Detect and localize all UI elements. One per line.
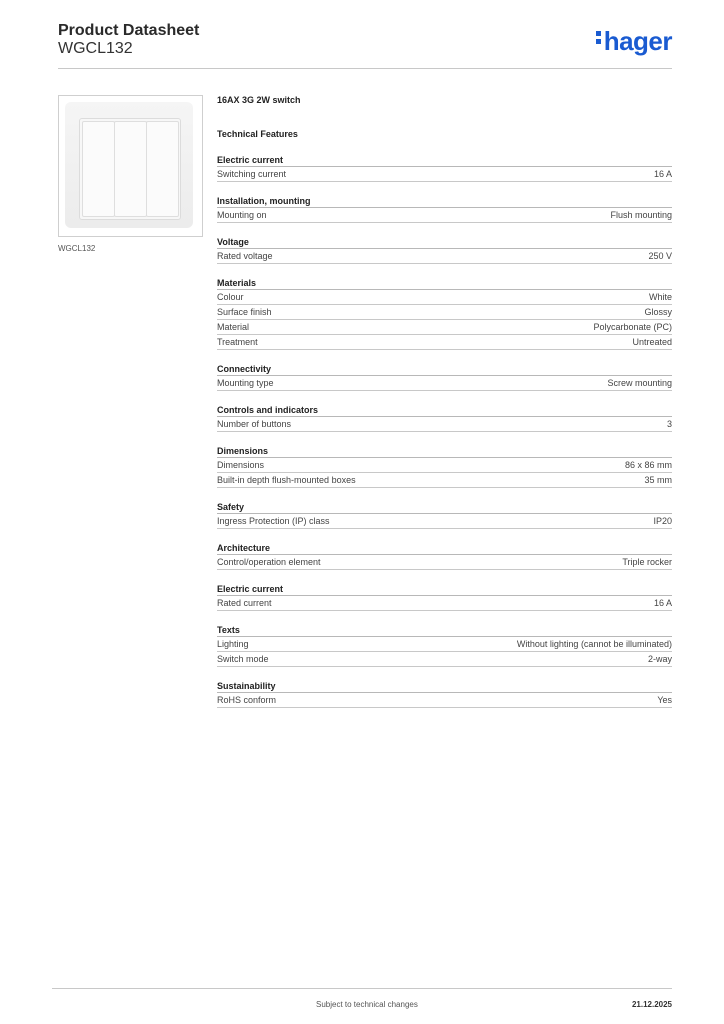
spec-label: Mounting on bbox=[217, 210, 267, 220]
spec-label: Ingress Protection (IP) class bbox=[217, 516, 330, 526]
spec-row bbox=[217, 290, 672, 305]
spec-value: IP20 bbox=[653, 516, 672, 526]
footer-date: 21.12.2025 bbox=[631, 1000, 672, 1009]
product-code: WGCL132 bbox=[58, 40, 133, 57]
spec-row bbox=[217, 208, 672, 223]
spec-label: Dimensions bbox=[217, 460, 265, 470]
spec-row bbox=[217, 167, 672, 182]
spec-value: Untreated bbox=[632, 337, 672, 347]
spec-row bbox=[217, 652, 672, 667]
spec-section bbox=[217, 155, 672, 182]
section-title: Architecture bbox=[217, 543, 672, 555]
rocker-3 bbox=[146, 121, 179, 217]
logo-dots-icon bbox=[596, 28, 602, 47]
section-title: Installation, mounting bbox=[217, 196, 672, 208]
rocker-1 bbox=[82, 121, 115, 217]
rocker-2 bbox=[114, 121, 147, 217]
spec-value: Without lighting (cannot be illuminated) bbox=[516, 639, 672, 649]
spec-section bbox=[217, 364, 672, 391]
section-title: Safety bbox=[217, 502, 672, 514]
rocker-frame bbox=[79, 118, 181, 220]
technical-features-heading: Technical Features bbox=[217, 129, 298, 139]
section-title: Connectivity bbox=[217, 364, 672, 376]
spec-value: White bbox=[648, 292, 672, 302]
spec-content bbox=[217, 95, 672, 708]
section-title: Texts bbox=[217, 625, 672, 637]
spec-row bbox=[217, 417, 672, 432]
section-title: Electric current bbox=[217, 584, 672, 596]
spec-section bbox=[217, 543, 672, 570]
spec-row bbox=[217, 458, 672, 473]
spec-row bbox=[217, 514, 672, 529]
spec-row bbox=[217, 320, 672, 335]
section-title: Voltage bbox=[217, 237, 672, 249]
spec-value: 86 x 86 mm bbox=[624, 460, 672, 470]
product-image bbox=[58, 95, 203, 237]
spec-row bbox=[217, 249, 672, 264]
spec-label: RoHS conform bbox=[217, 695, 277, 705]
spec-value: Triple rocker bbox=[622, 557, 672, 567]
spec-label: Built-in depth flush-mounted boxes bbox=[217, 475, 356, 485]
spec-row bbox=[217, 305, 672, 320]
spec-label: Number of buttons bbox=[217, 419, 292, 429]
spec-label: Mounting type bbox=[217, 378, 274, 388]
spec-label: Colour bbox=[217, 292, 244, 302]
section-title: Sustainability bbox=[217, 681, 672, 693]
spec-value: Screw mounting bbox=[607, 378, 672, 388]
spec-label: Switching current bbox=[217, 169, 287, 179]
spec-row bbox=[217, 555, 672, 570]
spec-row bbox=[217, 693, 672, 708]
section-title: Electric current bbox=[217, 155, 672, 167]
spec-section bbox=[217, 237, 672, 264]
spec-label: Lighting bbox=[217, 639, 249, 649]
spec-label: Control/operation element bbox=[217, 557, 321, 567]
image-caption: WGCL132 bbox=[58, 244, 96, 253]
spec-value: Yes bbox=[657, 695, 672, 705]
spec-row bbox=[217, 376, 672, 391]
spec-value: 250 V bbox=[648, 251, 672, 261]
spec-value: Flush mounting bbox=[610, 210, 672, 220]
spec-section bbox=[217, 584, 672, 611]
spec-section bbox=[217, 196, 672, 223]
spec-label: Treatment bbox=[217, 337, 258, 347]
spec-value: 35 mm bbox=[644, 475, 672, 485]
spec-value: Polycarbonate (PC) bbox=[593, 322, 672, 332]
spec-label: Rated voltage bbox=[217, 251, 273, 261]
page-title: Product Datasheet bbox=[58, 22, 200, 39]
spec-row bbox=[217, 473, 672, 488]
spec-sections bbox=[217, 155, 672, 708]
section-title: Controls and indicators bbox=[217, 405, 672, 417]
spec-label: Switch mode bbox=[217, 654, 269, 664]
spec-value: 3 bbox=[666, 419, 672, 429]
product-name: 16AX 3G 2W switch bbox=[217, 95, 301, 105]
spec-label: Rated current bbox=[217, 598, 272, 608]
hager-logo bbox=[596, 26, 672, 57]
page-header bbox=[58, 20, 672, 69]
spec-label: Surface finish bbox=[217, 307, 272, 317]
page-footer bbox=[52, 988, 672, 1009]
spec-value: 2-way bbox=[647, 654, 672, 664]
spec-value: 16 A bbox=[653, 598, 672, 608]
footer-note: Subject to technical changes bbox=[316, 1000, 418, 1009]
spec-value: Glossy bbox=[644, 307, 672, 317]
spec-row bbox=[217, 637, 672, 652]
spec-section bbox=[217, 278, 672, 350]
switch-plate bbox=[65, 102, 193, 228]
spec-value: 16 A bbox=[653, 169, 672, 179]
spec-section bbox=[217, 625, 672, 667]
section-title: Materials bbox=[217, 278, 672, 290]
spec-label: Material bbox=[217, 322, 250, 332]
section-title: Dimensions bbox=[217, 446, 672, 458]
spec-row bbox=[217, 335, 672, 350]
spec-section bbox=[217, 681, 672, 708]
spec-section bbox=[217, 446, 672, 488]
spec-section bbox=[217, 502, 672, 529]
spec-row bbox=[217, 596, 672, 611]
logo-text: hager bbox=[603, 26, 672, 56]
spec-section bbox=[217, 405, 672, 432]
